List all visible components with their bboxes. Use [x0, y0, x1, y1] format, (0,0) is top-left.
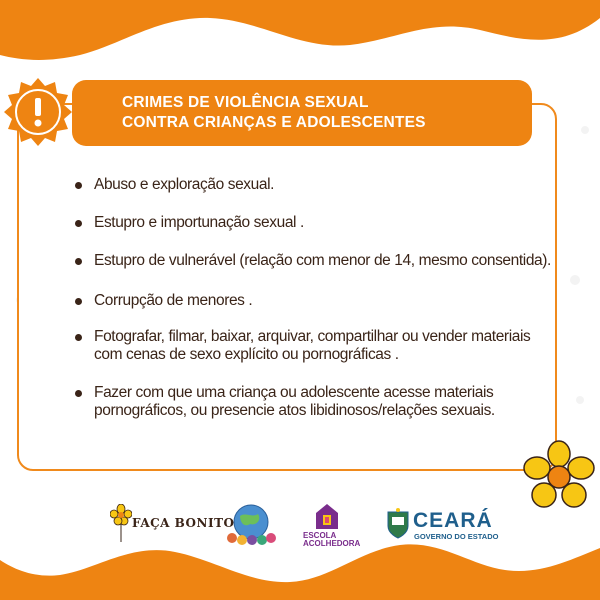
list-item: Fazer com que uma criança ou adolescente acesse materiais pornográficos, ou presencie atos libidinosos/relações sexuais. [74, 384, 554, 420]
list-item: Estupro de vulnerável (relação com menor de 14, mesmo consentida). [74, 252, 554, 270]
faca-bonito-logo: FAÇA BONITO [132, 516, 235, 530]
faca-bonito-flower-icon [110, 504, 132, 544]
list-item: Abuso e exploração sexual. [74, 176, 554, 194]
alert-badge-icon [2, 76, 74, 148]
bullet-dot-icon [75, 220, 82, 227]
bullet-dot-icon [75, 390, 82, 397]
escola-acolhedora-house-icon [315, 503, 339, 530]
crime-list [74, 176, 554, 420]
list-item: Fotografar, filmar, baixar, arquivar, compartilhar ou vender materiais com cenas de sexo explícito ou pornográficas . [74, 328, 554, 364]
ceara-logo-title: CEARÁ [413, 509, 493, 532]
title-bar [72, 80, 532, 146]
flower-icon [522, 440, 596, 514]
bullet-dot-icon [75, 182, 82, 189]
title-line-1: CRIMES DE VIOLÊNCIA SEXUAL [122, 94, 369, 111]
title-line-2: CONTRA CRIANÇAS E ADOLESCENTES [122, 114, 426, 131]
escola-logo-line1: ESCOLA [303, 531, 337, 540]
ceara-logo-subtitle: GOVERNO DO ESTADO [414, 532, 499, 541]
bullet-dot-icon [75, 334, 82, 341]
escola-logo-line2: ACOLHEDORA [303, 539, 361, 548]
globe-children-logo-icon [222, 502, 280, 548]
bullet-dot-icon [75, 298, 82, 305]
list-item: Estupro e importunação sexual . [74, 214, 554, 232]
ceara-coat-of-arms-icon [386, 508, 410, 540]
bullet-dot-icon [75, 258, 82, 265]
list-item: Corrupção de menores . [74, 292, 554, 310]
